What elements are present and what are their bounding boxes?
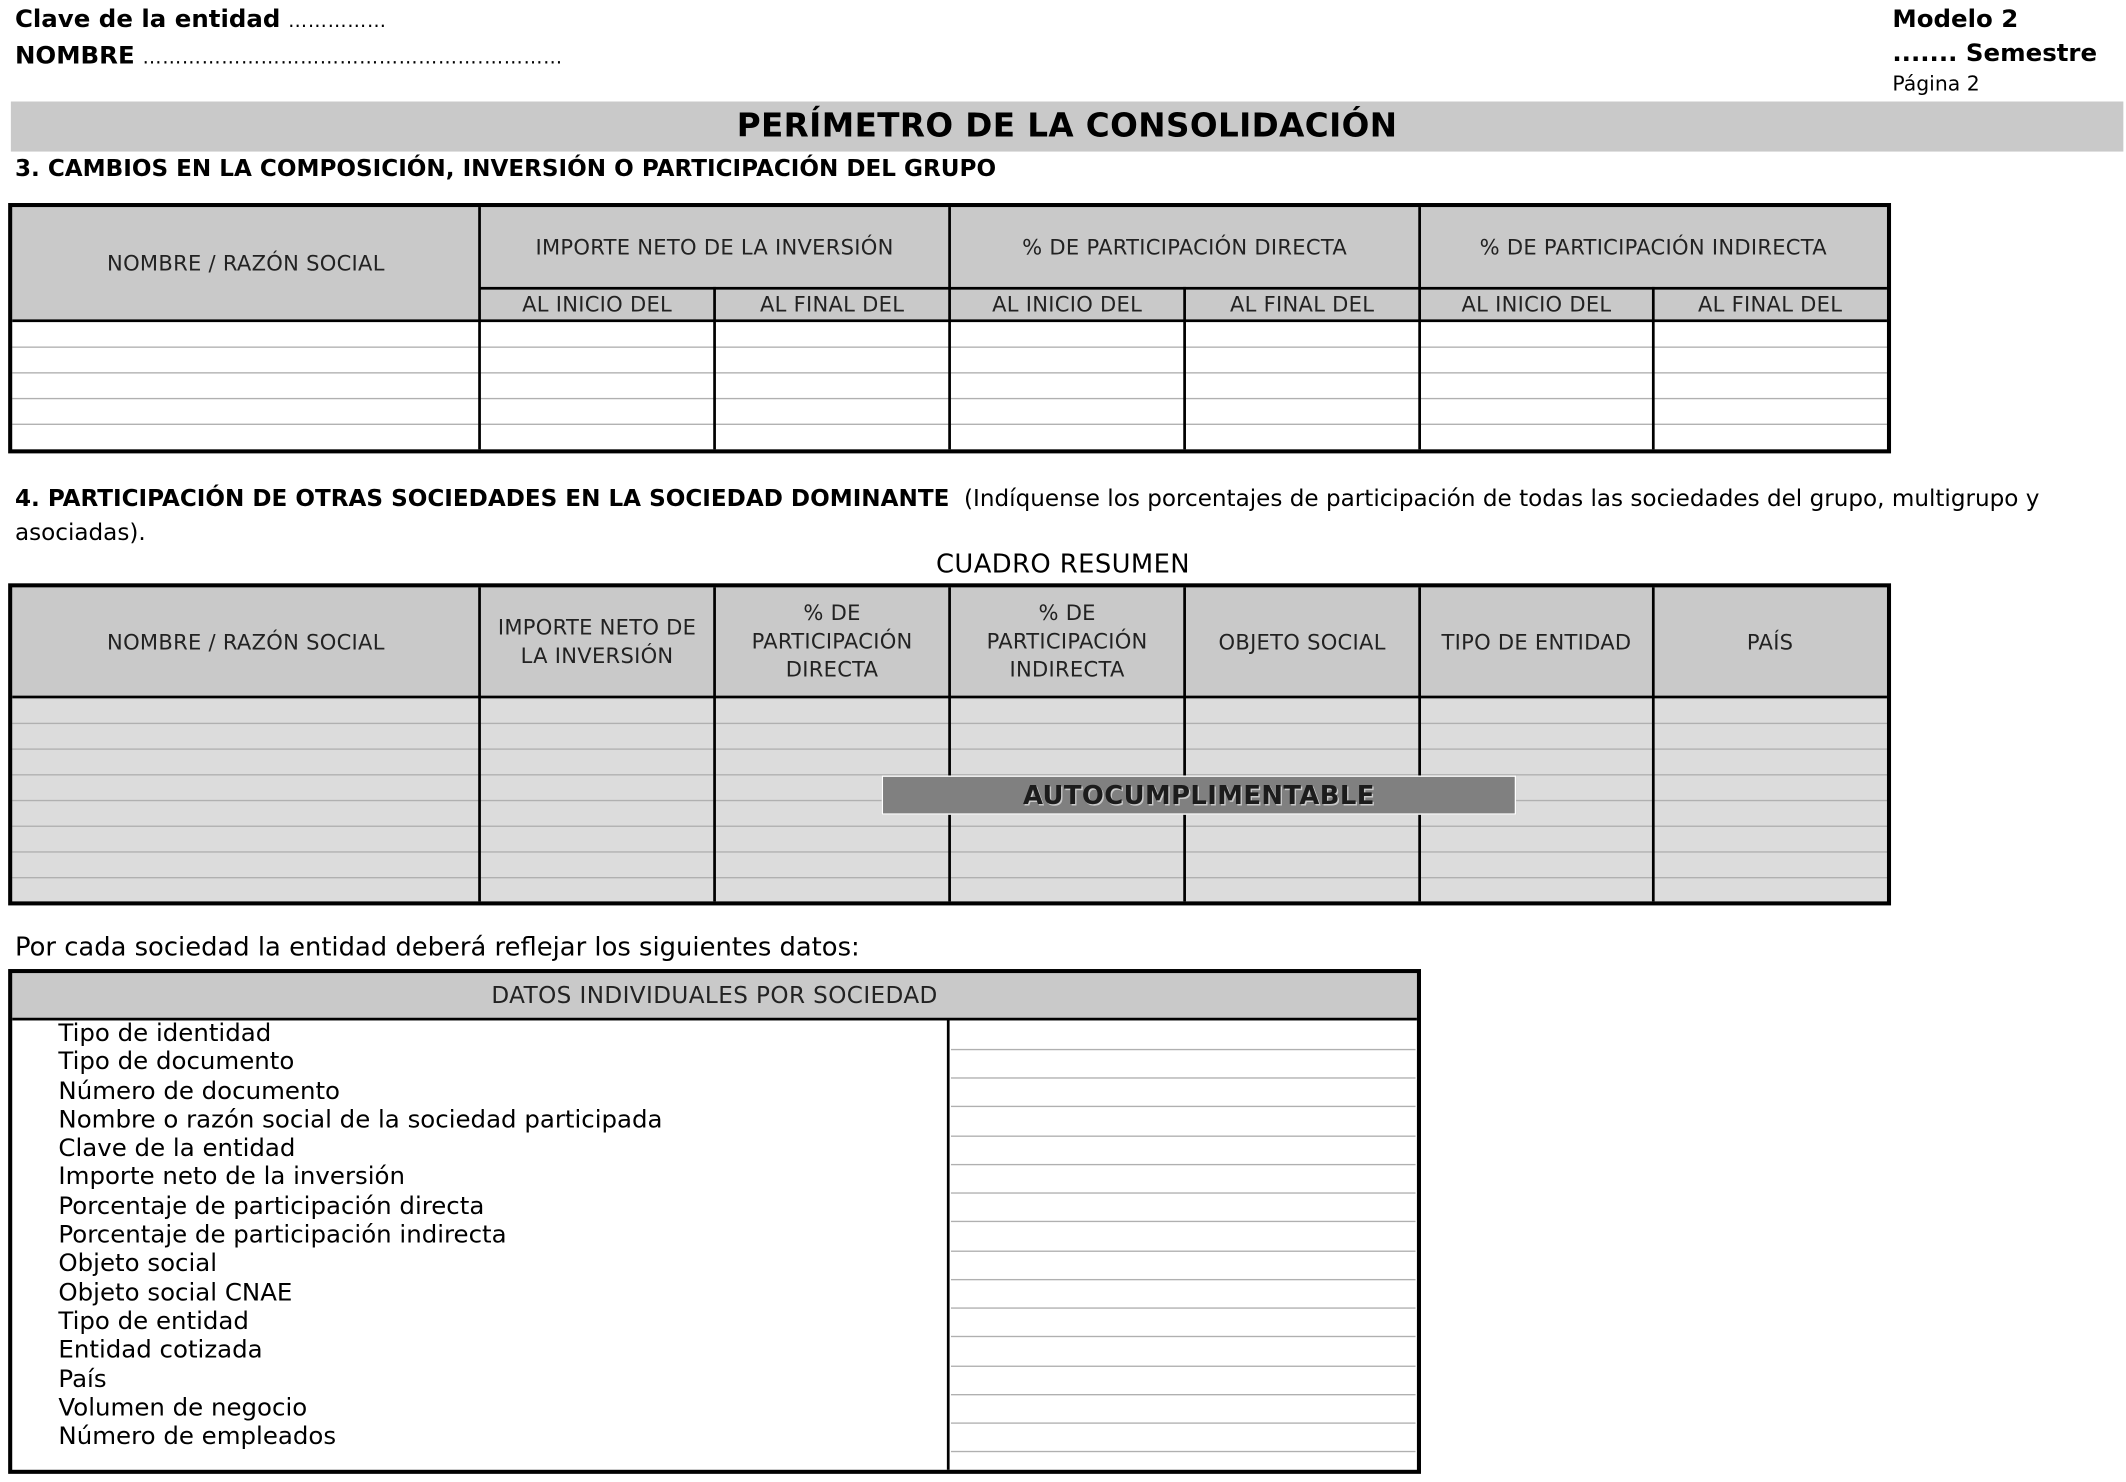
col-importe: IMPORTE NETO DE LA INVERSIÓN	[535, 235, 894, 260]
col-directa: % DE PARTICIPACIÓN DIRECTA	[751, 600, 913, 683]
datos-intro: Por cada sociedad la entidad deberá reflejar los siguientes datos:	[14, 932, 860, 963]
list-item: País	[58, 1364, 107, 1394]
list-item: Entidad cotizada	[58, 1336, 263, 1365]
list-item: Objeto social	[58, 1249, 218, 1279]
table-border	[8, 203, 1891, 453]
clave-line	[15, 3, 563, 40]
list-item: Nombre o razón social de la sociedad participada	[58, 1105, 663, 1135]
datos-table	[8, 969, 1421, 1474]
semestre-label: ....... Semestre	[1892, 39, 2098, 68]
col-indirecta: % DE PARTICIPACIÓN INDIRECTA	[1479, 235, 1827, 260]
col-indirecta: % DE PARTICIPACIÓN INDIRECTA	[986, 600, 1148, 683]
summary-table	[8, 583, 1891, 905]
list-item: Número de empleados	[58, 1422, 337, 1452]
datos-header: DATOS INDIVIDUALES POR SOCIEDAD	[12, 973, 1417, 1019]
section-4-title: 4. PARTICIPACIÓN DE OTRAS SOCIEDADES EN LA SOCIEDAD DOMINANTE	[14, 485, 950, 513]
clave-label: Clave de la entidad	[14, 5, 281, 34]
col-nombre: NOMBRE / RAZÓN SOCIAL	[107, 251, 385, 277]
list-item: Número de documento	[58, 1076, 341, 1106]
page-number: Página 2	[1892, 71, 1980, 97]
section-4-note: (Indíquense los porcentajes de participación de todas las sociedades del grupo, multigrupo y asociadas).	[14, 485, 2040, 547]
col-directa: % DE PARTICIPACIÓN DIRECTA	[1022, 235, 1348, 260]
subcol-inicio: AL INICIO DEL	[522, 292, 673, 317]
entity-header	[15, 3, 563, 76]
list-item: Importe neto de la inversión	[58, 1163, 406, 1192]
cuadro-resumen-title: CUADRO RESUMEN	[936, 549, 1191, 580]
list-item: Objeto social CNAE	[58, 1278, 293, 1307]
subcol-final: AL FINAL DEL	[759, 292, 905, 317]
page-title: PERÍMETRO DE LA CONSOLIDACIÓN	[11, 102, 2123, 152]
list-item: Porcentaje de participación indirecta	[58, 1220, 507, 1250]
col-importe: IMPORTE NETO DE LA INVERSIÓN	[497, 615, 697, 668]
subcol-final: AL FINAL DEL	[1697, 292, 1843, 317]
subcol-final: AL FINAL DEL	[1229, 292, 1375, 317]
list-item: Clave de la entidad	[58, 1134, 296, 1163]
list-item: Volumen de negocio	[58, 1393, 308, 1423]
clave-fill[interactable]: ……………	[288, 10, 387, 33]
autocumplimentable-badge: AUTOCUMPLIMENTABLE	[882, 775, 1516, 814]
col-nombre: NOMBRE / RAZÓN SOCIAL	[107, 630, 385, 655]
subcol-inicio: AL INICIO DEL	[992, 292, 1143, 317]
nombre-line	[15, 39, 563, 76]
col-pais: PAÍS	[1746, 630, 1794, 655]
table-border	[8, 583, 1891, 905]
model-header	[1892, 3, 2097, 71]
changes-table	[8, 203, 1891, 453]
section-3-title: 3. CAMBIOS EN LA COMPOSICIÓN, INVERSIÓN O PARTICIPACIÓN DEL GRUPO	[14, 155, 997, 183]
table-border	[8, 969, 1421, 1474]
list-item: Tipo de entidad	[58, 1307, 249, 1336]
col-tipo-entidad: TIPO DE ENTIDAD	[1441, 630, 1632, 655]
list-item: Tipo de identidad	[58, 1019, 272, 1048]
list-item: Porcentaje de participación directa	[58, 1192, 485, 1221]
section-4-heading	[15, 483, 2107, 551]
list-item: Tipo de documento	[58, 1047, 295, 1077]
modelo-label: Modelo 2	[1892, 5, 2019, 34]
col-objeto-social: OBJETO SOCIAL	[1218, 630, 1386, 655]
nombre-label: NOMBRE	[14, 41, 135, 71]
nombre-fill[interactable]: …………………………………………….…………	[142, 47, 563, 70]
subcol-inicio: AL INICIO DEL	[1461, 292, 1612, 317]
